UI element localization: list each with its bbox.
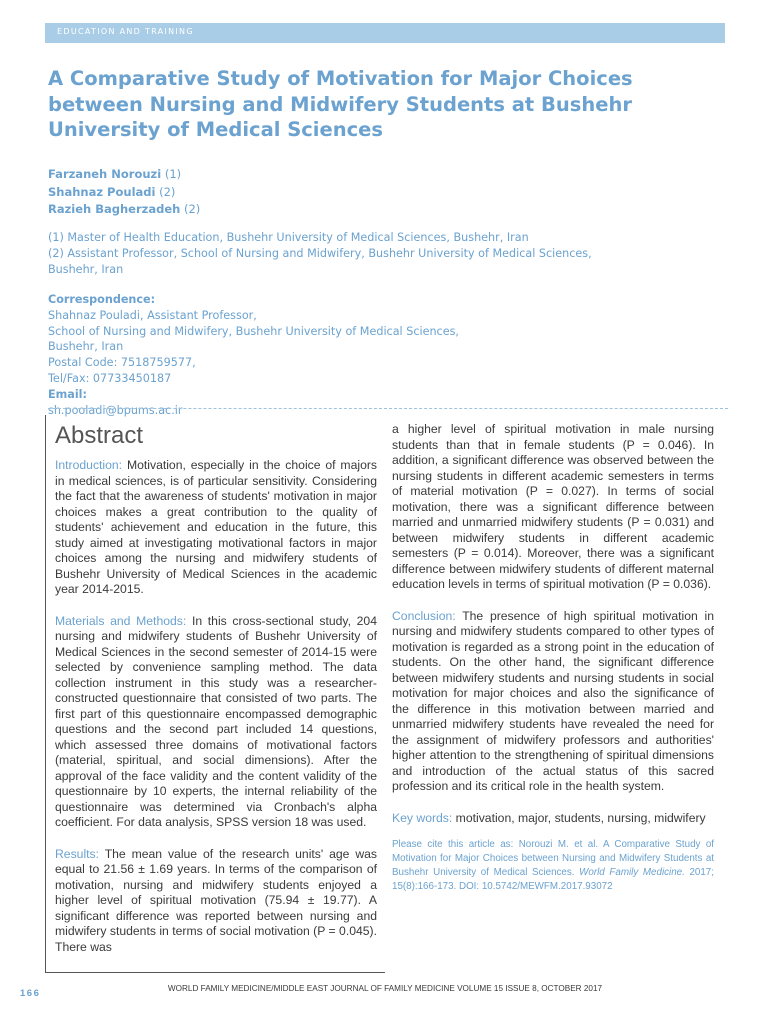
author-name: Farzaneh Norouzi bbox=[48, 167, 162, 181]
journal-footer: WORLD FAMILY MEDICINE/MIDDLE EAST JOURNAL OF FAMILY MEDICINE VOLUME 15 ISSUE 8, OCTOBER 2017 bbox=[167, 984, 603, 993]
keywords-paragraph bbox=[392, 811, 714, 827]
affiliations bbox=[48, 230, 728, 279]
affiliation-line: (1) Master of Health Education, Bushehr University of Medical Sciences, Bushehr, Iran bbox=[48, 231, 529, 244]
keywords-label: Key words: bbox=[392, 810, 453, 825]
introduction-label: Introduction: bbox=[55, 458, 123, 472]
correspondence-line: Shahnaz Pouladi, Assistant Professor, bbox=[48, 308, 257, 322]
conclusion-paragraph bbox=[392, 609, 714, 795]
section-divider bbox=[48, 408, 728, 409]
correspondence-line: Tel/Fax: 07733450187 bbox=[48, 371, 172, 385]
results-label: Results: bbox=[55, 846, 100, 861]
results-continued-paragraph: a higher level of spiritual motivation in male nursing students than that in female students (P = 0.046). In addition, a significant difference was observed between the nursing students in different academic semesters in terms of material motivation (P = 0.027). In terms of social motivation, there was a significant difference between married and unmarried midwifery students (P = 0.031) and between midwifery students in different academic semesters (P = 0.014). Moreover, there was a significant difference between midwifery students of different maternal education levels in terms of spiritual motivation (P = 0.036). bbox=[392, 422, 714, 591]
article-title bbox=[48, 66, 708, 143]
citation-note bbox=[392, 838, 714, 894]
methods-paragraph bbox=[55, 614, 377, 831]
introduction-paragraph bbox=[55, 458, 377, 598]
introduction-text: Motivation, especially in the choice of majors in medical sciences, is of particular sensitivity. Considering the fact that the awareness of students' motivation in major choices makes a great contribution to the quality of students' achievement and education in the future, this study aimed at investigating motivational factors in major choices among the nursing and midwifery students of Bushehr University of Medical Sciences in the academic year 2014-2015. bbox=[55, 458, 377, 596]
results-paragraph bbox=[55, 847, 377, 956]
section-header-bar bbox=[45, 23, 725, 43]
author-affiliation-ref: (1) bbox=[164, 167, 182, 181]
page-number: 166 bbox=[20, 988, 41, 999]
abstract-column-left bbox=[55, 420, 377, 971]
author bbox=[48, 184, 200, 202]
affiliation-line: Bushehr, Iran bbox=[48, 263, 124, 277]
author-name: Shahnaz Pouladi bbox=[48, 184, 156, 199]
correspondence-block bbox=[48, 292, 728, 418]
keywords-text: motivation, major, students, nursing, midwifery bbox=[452, 810, 706, 825]
citation-journal: World Family Medicine. bbox=[579, 867, 685, 878]
citation-prefix: Please cite this article as: Norouzi M. et al. A Comparative Study of Motivation for Major Choices between Nursing and Midwifery Students at Bushehr University of Medical Sciences. bbox=[392, 839, 714, 878]
author bbox=[48, 166, 200, 184]
methods-label: Materials and Methods: bbox=[55, 613, 187, 628]
correspondence-line: School of Nursing and Midwifery, Bushehr University of Medical Sciences, bbox=[48, 324, 459, 338]
author-name: Razieh Bagherzadeh bbox=[48, 202, 181, 216]
citation-suffix: 2017; 15(8):166-173. DOI: 10.5742/MEWFM.2017.93072 bbox=[392, 867, 714, 892]
affiliation-line: (2) Assistant Professor, School of Nursing and Midwifery, Bushehr University of Medical Sciences, bbox=[48, 247, 592, 261]
email-link[interactable]: sh.pooladi@bpums.ac.ir bbox=[48, 403, 183, 417]
title-line: University of Medical Sciences bbox=[48, 118, 383, 141]
correspondence-line: Bushehr, Iran bbox=[48, 340, 124, 354]
methods-text: In this cross-sectional study, 204 nursing and midwifery students of Bushehr University of Medical Sciences in the second semester of 2014-15 were selected by convenience sampling method. The data collection instrument in this study was a researcher-constructed questionnaire that consisted of two parts. The first part of this questionnaire encompassed demographic questions and the second part included 14 questions, which assessed three domains of motivational factors (material, spiritual, and social dimensions). After the approval of the face validity and the content validity of the questionnaire by 10 experts, the internal reliability of the questionnaire was determined via Cronbach's alpha coefficient. For data analysis, SPSS version 18 was used. bbox=[55, 613, 377, 829]
author-list bbox=[48, 166, 200, 219]
correspondence-heading: Correspondence: bbox=[48, 293, 156, 306]
section-label: EDUCATION AND TRAINING bbox=[57, 27, 194, 36]
results-text: The mean value of the research units' age was equal to 21.56 ± 1.69 years. In terms of the comparison of motivation, nursing and midwifery students enjoyed a higher level of spiritual motivation (75.94 ± 19.77). A significant difference was reported between nursing and midwifery students in terms of social motivation (P = 0.045). There was bbox=[55, 846, 377, 954]
author-affiliation-ref: (2) bbox=[184, 202, 201, 216]
email-label: Email: bbox=[48, 387, 87, 401]
conclusion-label: Conclusion: bbox=[392, 608, 456, 623]
author bbox=[48, 201, 200, 219]
abstract-column-right bbox=[392, 422, 714, 894]
email-line bbox=[48, 387, 728, 419]
conclusion-text: The presence of high spiritual motivation in nursing and midwifery students compared to other types of motivation is regarded as a strong point in the education of students. On the other hand, the significant difference between midwifery students and nursing students in social motivation for major choices and also the significance of the difference in this motivation between married and unmarried midwifery students have revealed the need for the assignment of midwifery professors and authorities' higher attention to the strengthening of spiritual dimensions and introduction of the actual status of this sacred profession and its critical role in the health system. bbox=[392, 608, 714, 793]
title-line: between Nursing and Midwifery Students at Bushehr bbox=[48, 92, 633, 116]
correspondence-line: Postal Code: 7518759577, bbox=[48, 356, 196, 370]
author-affiliation-ref: (2) bbox=[159, 184, 176, 199]
title-line: A Comparative Study of Motivation for Major Choices bbox=[48, 67, 633, 90]
abstract-heading: Abstract bbox=[55, 422, 144, 449]
